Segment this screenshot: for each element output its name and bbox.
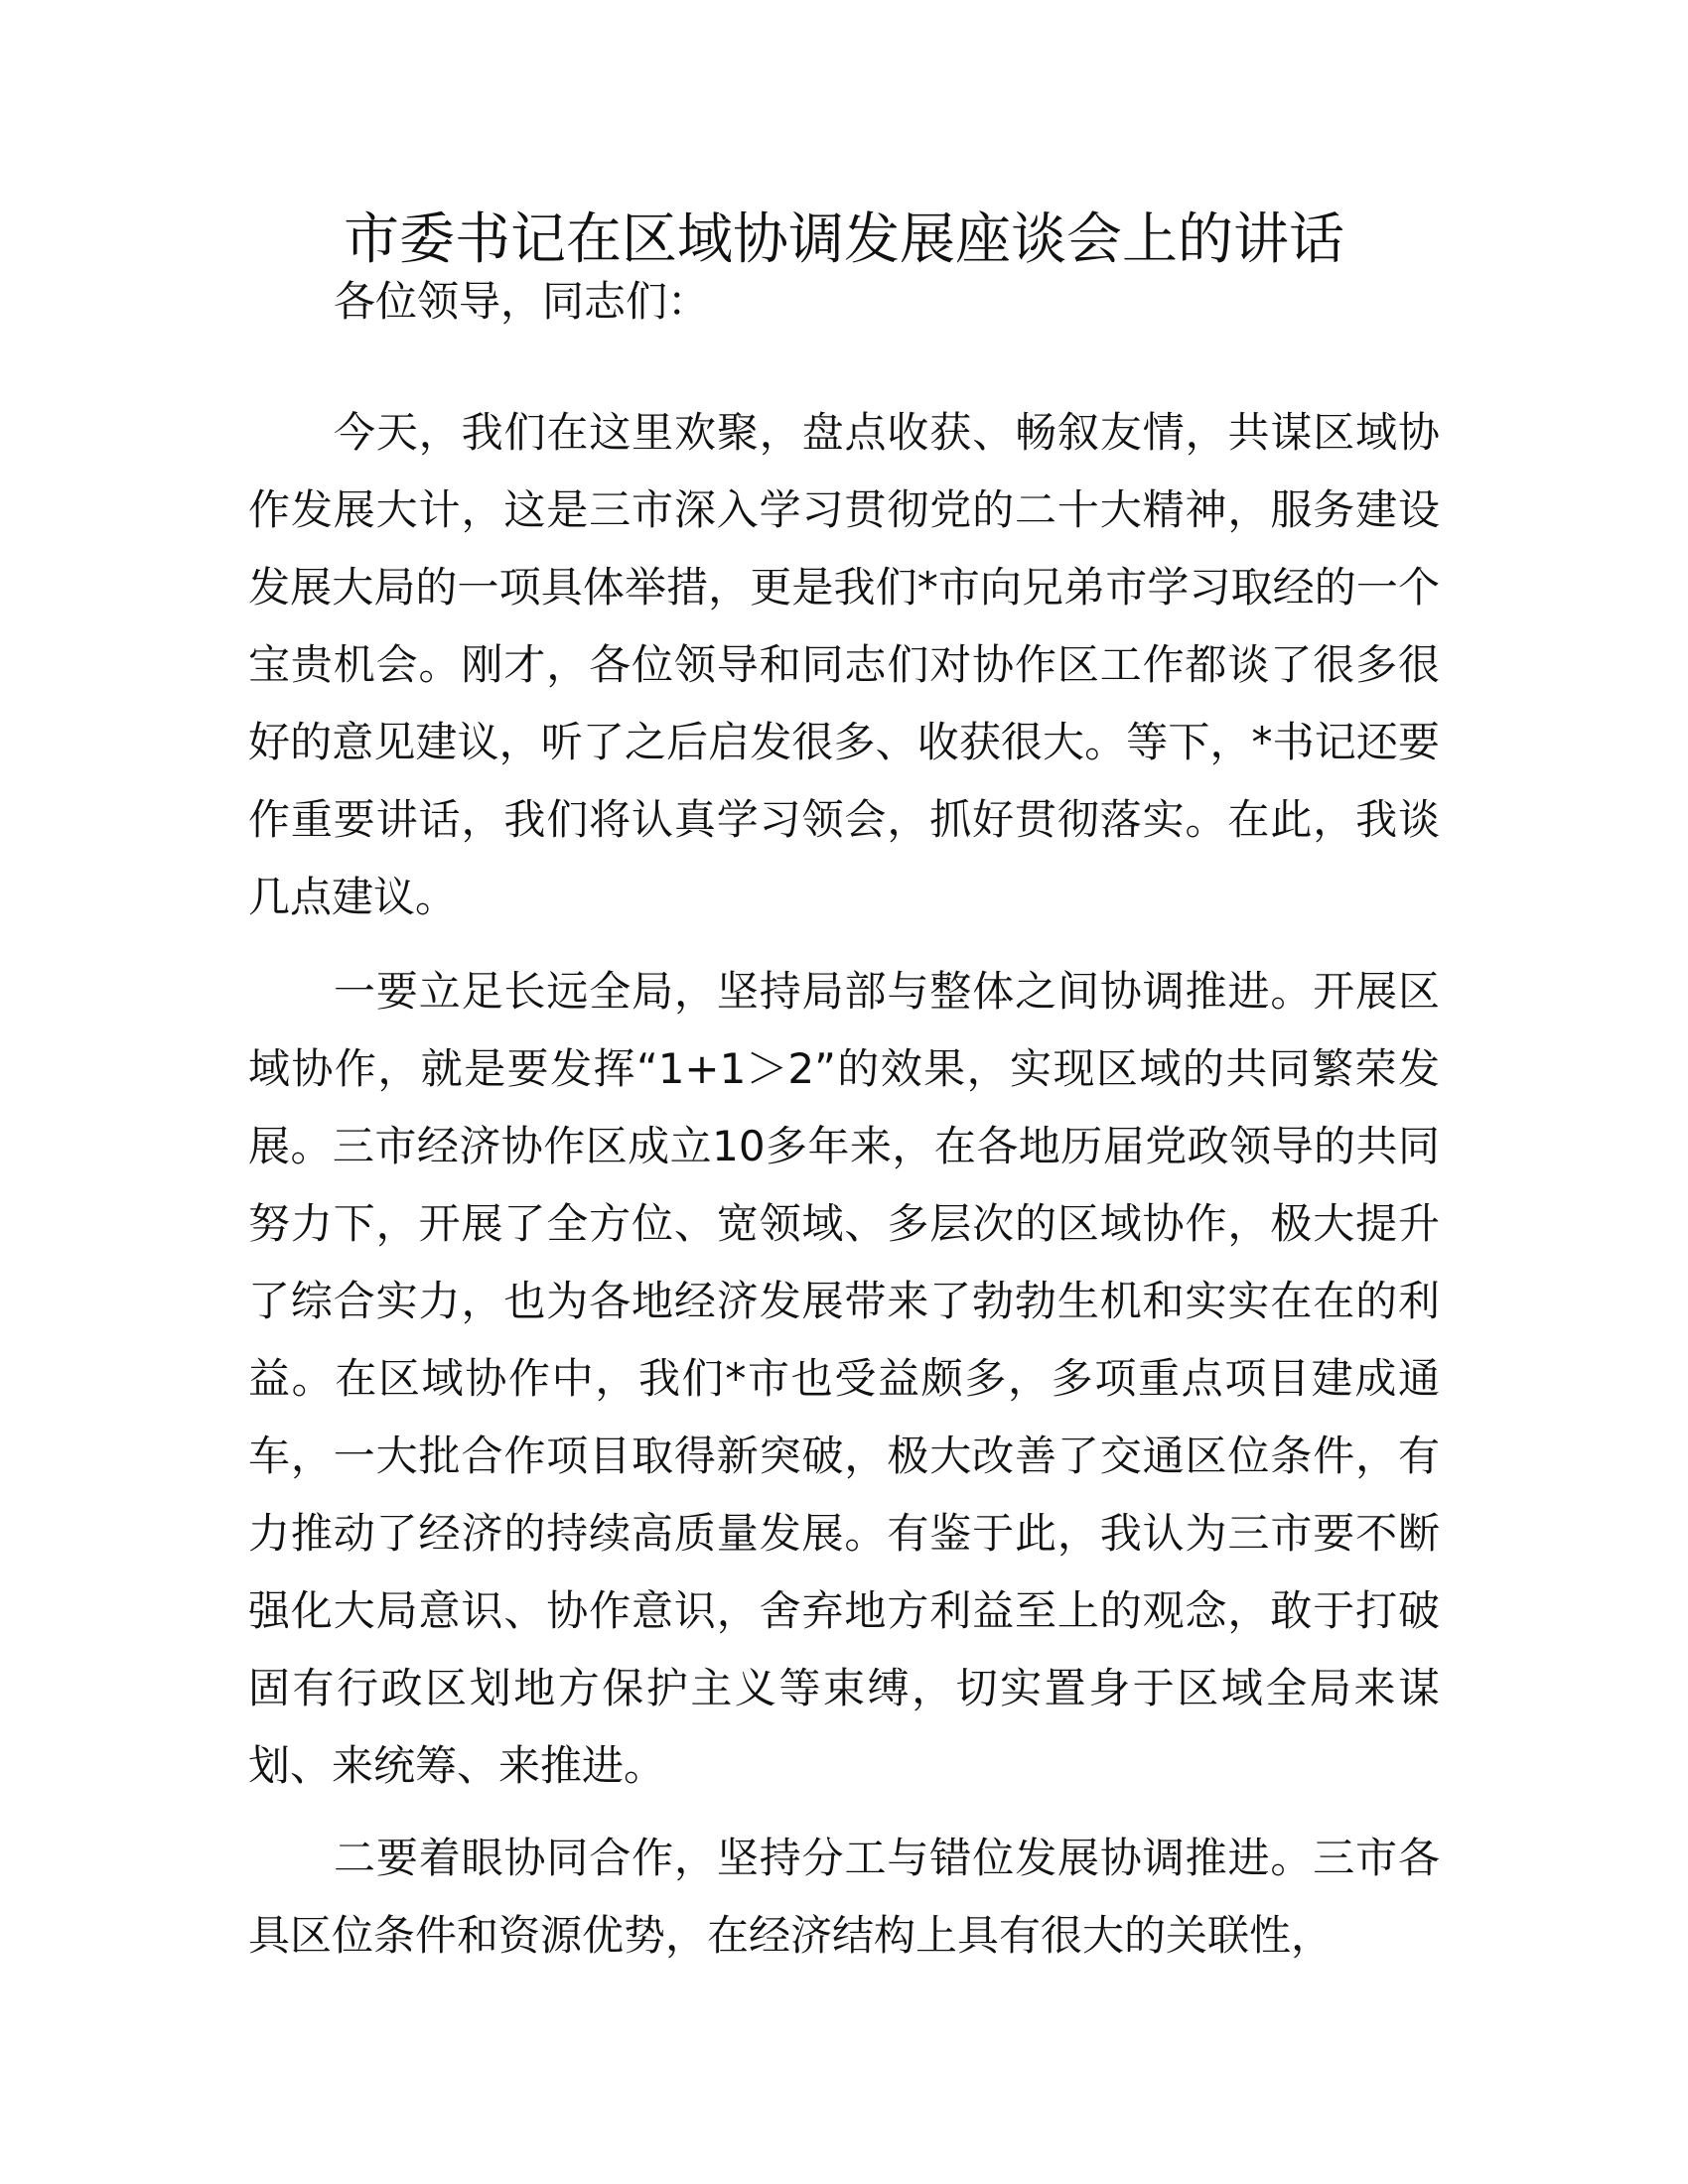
salutation: 各位领导，同志们： [334, 277, 710, 326]
paragraph-2: 一要立足长远全局，坚持局部与整体之间协调推进。开展区域协作，就是要发挥“1+1＞2”的效果，实现区域的共同繁荣发展。三市经济协作区成立10多年来，在各地历届党政领导的共同努力下，开展了全方位、宽领域、多层次的区域协作，极大提升了综合实力，也为各地经济发展带来了勃勃生机和实实在在的利益。在区域协作中，我们*市也受益颇多，多项重点项目建成通车，一大批合作项目取得新突破，极大改善了交通区位条件，有力推动了经济的持续高质量发展。有鉴于此，我认为三市要不断强化大局意识、协作意识，舍弃地方利益至上的观念，敢于打破固有行政区划地方保护主义等束缚，切实置身于区域全局来谋划、来统筹、来推进。 [248, 967, 1440, 1790]
paragraph-1: 今天，我们在这里欢聚，盘点收获、畅叙友情，共谋区域协作发展大计，这是三市深入学习贯彻党的二十大精神，服务建设发展大局的一项具体举措，更是我们*市向兄弟市学习取经的一个宝贵机会。刚才，各位领导和同志们对协作区工作都谈了很多很好的意见建议，听了之后启发很多、收获很大。等下，*书记还要作重要讲话，我们将认真学习领会，抓好贯彻落实。在此，我谈几点建议。 [248, 408, 1440, 921]
document-title: 市委书记在区域协调发展座谈会上的讲话 [344, 207, 1344, 272]
document-page [248, 0, 1440, 2184]
paragraph-3: 二要着眼协同合作，坚持分工与错位发展协调推进。三市各具区位条件和资源优势，在经济结构上具有很大的关联性， [248, 1834, 1440, 1960]
